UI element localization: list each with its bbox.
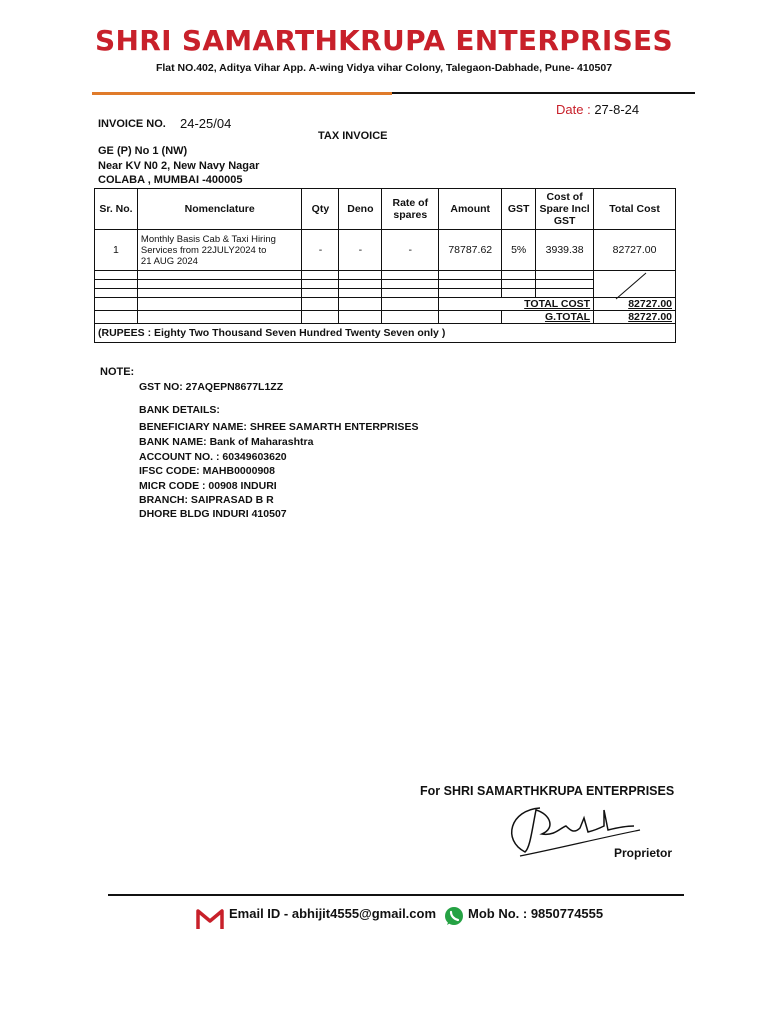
cell-sr: 1 [95, 230, 138, 271]
nomenclature-line-3: 21 AUG 2024 [140, 255, 198, 267]
header-qty: Qty [302, 189, 339, 230]
strike-cell [594, 271, 676, 298]
gst-number: GST NO: 27AQEPN8677L1ZZ [139, 381, 284, 393]
footer-email: Email ID - abhijit4555@gmail.com [229, 906, 437, 921]
grand-total-row [95, 311, 676, 324]
amount-in-words: (RUPEES : Eighty Two Thousand Seven Hundred Twenty Seven only ) [95, 324, 676, 343]
cell-cost-incl: 3939.38 [536, 230, 594, 271]
table-blank-row [95, 271, 676, 280]
document-title: TAX INVOICE [318, 130, 388, 142]
recipient-line-3: COLABA , MUMBAI -400005 [98, 174, 243, 186]
invoice-date [556, 102, 639, 117]
header-deno: Deno [339, 189, 382, 230]
cell-amount: 78787.62 [439, 230, 502, 271]
account-number: ACCOUNT NO. : 60349603620 [139, 451, 287, 463]
table-header-row [95, 189, 676, 230]
signatory-title: Proprietor [614, 846, 673, 860]
gmail-icon [196, 908, 224, 930]
nomenclature-line-2: Services from 22JULY2024 to [140, 244, 267, 256]
micr-code: MICR CODE : 00908 INDURI [139, 480, 277, 492]
bank-name: BANK NAME: Bank of Maharashtra [139, 436, 314, 448]
company-name: SHRI SAMARTHKRUPA ENTERPRISES [95, 24, 673, 57]
amount-in-words-row [95, 324, 676, 343]
table-blank-row [95, 280, 676, 289]
total-cost-label: TOTAL COST [439, 298, 594, 311]
cell-gst: 5% [502, 230, 536, 271]
strike-slash [594, 271, 674, 301]
table-blank-row [95, 289, 676, 298]
total-cost-row [95, 298, 676, 311]
beneficiary-name: BENEFICIARY NAME: SHREE SAMARTH ENTERPRISES [139, 421, 419, 433]
header-rate: Rate of spares [382, 189, 439, 230]
header-total-cost: Total Cost [594, 189, 676, 230]
footer-rule [108, 894, 684, 896]
header-gst: GST [502, 189, 536, 230]
nomenclature-line-1: Monthly Basis Cab & Taxi Hiring [140, 233, 276, 245]
cell-qty: - [302, 230, 339, 271]
date-label: Date : [556, 102, 591, 117]
cell-rate: - [382, 230, 439, 271]
header-amount: Amount [439, 189, 502, 230]
total-cost-value: 82727.00 [594, 298, 676, 311]
bank-details-heading: BANK DETAILS: [139, 404, 220, 416]
invoice-number-label: INVOICE NO. [98, 118, 166, 130]
footer-mobile: Mob No. : 9850774555 [468, 906, 604, 921]
grand-total-label: G.TOTAL [502, 311, 594, 324]
cell-total: 82727.00 [594, 230, 676, 271]
header-cost-incl-gst: Cost of Spare Incl GST [536, 189, 594, 230]
date-value: 27-8-24 [594, 102, 640, 117]
company-address: Flat NO.402, Aditya Vihar App. A-wing Vidya vihar Colony, Talegaon-Dabhade, Pune- 410507 [155, 62, 613, 74]
ifsc-code: IFSC CODE: MAHB0000908 [139, 465, 275, 477]
invoice-table [94, 188, 676, 343]
recipient-line-2: Near KV N0 2, New Navy Nagar [98, 160, 260, 172]
branch-address: DHORE BLDG INDURI 410507 [139, 508, 287, 520]
header-sr-no: Sr. No. [95, 189, 138, 230]
cell-nomenclature [137, 230, 302, 271]
header-rule-orange [92, 92, 392, 95]
for-company: For SHRI SAMARTHKRUPA ENTERPRISES [420, 784, 675, 798]
invoice-number-value: 24-25/04 [180, 116, 232, 131]
recipient-line-1: GE (P) No 1 (NW) [98, 145, 188, 157]
header-rule-black [392, 92, 695, 94]
grand-total-value: 82727.00 [594, 311, 676, 324]
header-nomenclature: Nomenclature [137, 189, 302, 230]
whatsapp-icon [443, 905, 465, 927]
branch: BRANCH: SAIPRASAD B R [139, 494, 274, 506]
table-row [95, 230, 676, 271]
cell-deno: - [339, 230, 382, 271]
note-label: NOTE: [100, 366, 135, 378]
